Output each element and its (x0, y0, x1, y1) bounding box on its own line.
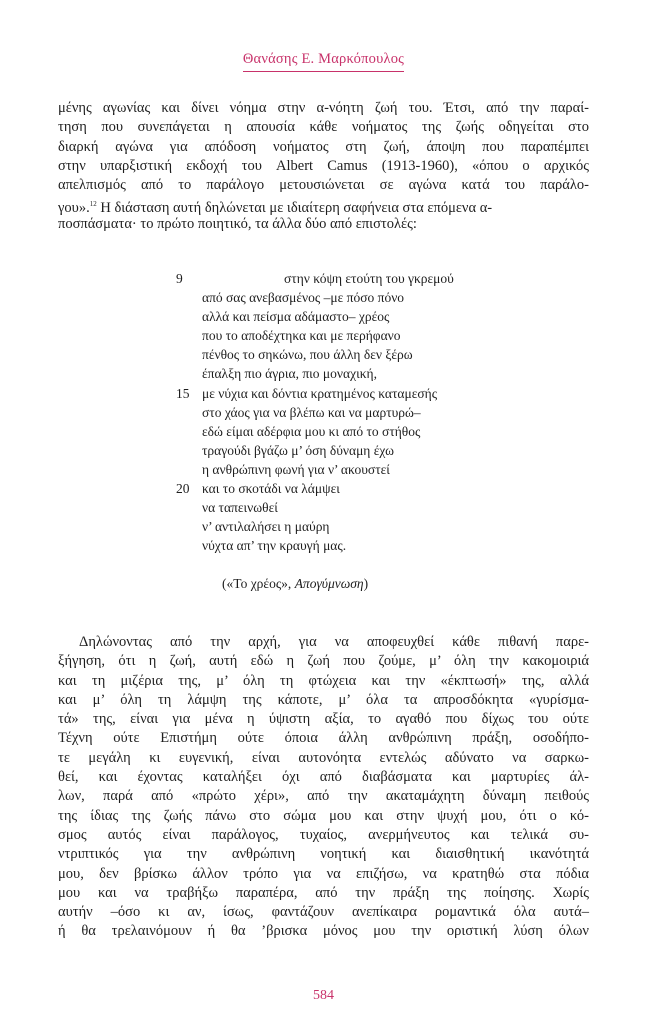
text-line: ή θα τρελαινόμουν ή θα ’βρισκα μόνος μου την οριστική λύση όλων (58, 923, 589, 940)
verse-text: και το σκοτάδι να λάμψει (202, 481, 340, 497)
citation-work-title: Απογύμνωση (294, 576, 364, 591)
text-line: τηση που συνεπάγεται η απουσία κάθε νοήματος της ζωής οδηγείται στο (58, 119, 589, 136)
text-line: στην υπαρξιστική εκδοχή του Albert Camus (1913-1960), «όπου ο αρχικός (58, 157, 589, 174)
text-line: αυτήν –όσο κι αν, ίσως, φαντάζουν ανεπίκαιρα ρομαντικά όλα αυτά– (58, 904, 589, 921)
line-number: 15 (176, 385, 190, 401)
running-header-text: Θανάσης Ε. Μαρκόπουλος (243, 51, 404, 72)
verse-text: τραγούδι βγάζω μ’ όση δύναμη έχω (202, 442, 394, 458)
text-line: θεί, και έχοντας καταλήξει όχι από διαβάσματα και μαρτυρίες άλ- (58, 769, 589, 786)
text-line: μου και να τραβήξω παραπέρα, από την πράξη της ποίησης. Χωρίς (58, 884, 589, 901)
line-number (176, 441, 202, 460)
poem-line (176, 517, 496, 536)
poem-line (176, 269, 496, 288)
poem-citation (222, 576, 368, 592)
text-line: σμος αυτός είναι παράλογος, τυχαίος, ανερμήνευτος και τελικά συ- (58, 826, 589, 843)
line-number (176, 307, 202, 326)
line-number (176, 364, 202, 383)
citation-close: ) (363, 576, 369, 591)
running-header (0, 50, 647, 72)
paragraph-2 (58, 633, 589, 942)
text-line: τε μεγάλη κι ευγενική, είναι αυτονόητα εντελώς αδύνατο να σαρκω- (58, 749, 589, 766)
verse-text: να ταπεινωθεί (202, 500, 278, 516)
poem-line (176, 536, 496, 555)
line-number (176, 288, 202, 307)
verse-text: έπαλξη πιο άγρια, πιο μοναχική, (202, 366, 377, 382)
poem-line (176, 460, 496, 479)
text-line: διαρκή αγώνα για απόδοση νοήματος στη ζωή, άποψη που παραπέμπει (58, 138, 589, 155)
line-number (176, 460, 202, 479)
text-line (58, 195, 589, 217)
poem-line (176, 422, 496, 441)
poem-line (176, 479, 496, 498)
verse-text: η ανθρώπινη φωνή για ν’ ακουστεί (202, 461, 390, 477)
text-line: λων, παρά από «πρώτο χέρι», από την ακαταμάχητη δύναμη πειθούς (58, 788, 589, 805)
verse-text: ν’ αντιλαλήσει η μαύρη (202, 519, 330, 535)
verse-text: εδώ είμαι αδέρφια μου κι από το στήθος (202, 423, 421, 439)
verse-text: νύχτα απ’ την κραυγή μας. (202, 538, 347, 554)
poem-line (176, 498, 496, 517)
text-line: Δηλώνοντας από την αρχή, για να αποφευχθεί κάθε πιθανή παρε- (79, 634, 589, 650)
text-line: και μ’ όλη τη λάμψη της κάποτε, μ’ όλα τα απροσδόκητα «γυρίσμα- (58, 691, 589, 708)
poem-line (176, 384, 496, 403)
line-number (176, 345, 202, 364)
text-line: τά» της, είναι για μένα η ύψιστη αξία, το αγαθό που δίχως του ούτε (58, 711, 589, 728)
text-line: της ίδιας της ζωής πάνω στο σώμα μου και στην ψυχή μου, ότι ο κό- (58, 807, 589, 824)
text-line: Τέχνη ούτε Επιστήμη ούτε όποια άλλη ανθρώπινη πράξη, οσοδήπο- (58, 730, 589, 747)
text-line: μου, δεν βρίσκω άλλον τρόπο για να επιζήσω, να κρατηθώ στα πόδια (58, 865, 589, 882)
text-line: ντριπτικός για την ανθρώπινη νοητική και διαισθητική ικανότητά (58, 846, 589, 863)
verse-text: πένθος το σηκώνω, που άλλη δεν ξέρω (202, 347, 413, 363)
poem-line (176, 441, 496, 460)
verse-text: στην κόψη ετούτη του γκρεμού (284, 271, 454, 286)
poem-line (176, 307, 496, 326)
text-fragment: Η διάσταση αυτή δηλώνεται με ιδιαίτερη σαφήνεια στα επόμενα α- (100, 200, 493, 217)
text-line: απελπισμός από το παράλογο μετουσιώνεται σε αγώνα κατά του παράλο- (58, 177, 589, 194)
line-number (176, 517, 202, 536)
footnote-reference[interactable]: 12 (89, 200, 97, 209)
poem-line (176, 345, 496, 364)
verse-text: από σας ανεβασμένος –με πόσο πόνο (202, 290, 405, 306)
paragraph-1 (58, 99, 589, 234)
text-fragment: γου». (58, 200, 90, 217)
citation-open: («Το χρέος», (222, 576, 295, 591)
verse-text: που το αποδέχτηκα και με περήφανο (202, 328, 401, 344)
text-line: ξήγηση, ότι η ζωή, αυτή εδώ η ζωή που ζούμε, μ’ όλη την κακομοιριά (58, 653, 589, 670)
line-number (176, 422, 202, 441)
text-line: ποσπάσματα· το πρώτο ποιητικό, τα άλλα δύο από επιστολές: (58, 215, 417, 232)
poem-line (176, 364, 496, 383)
poem-line (176, 288, 496, 307)
verse-text: στο χάος για να βλέπω και να μαρτυρώ– (202, 404, 421, 420)
text-line: και τη μιζέρια της, μ’ όλη τη φτώχεια και την «έκπτωσή» της, αλλά (58, 672, 589, 689)
line-number: 9 (176, 271, 183, 286)
line-number (176, 498, 202, 517)
text-line: μένης αγωνίας και δίνει νόημα στην α-νόητη ζωή του. Έτσι, από την παραί- (58, 100, 589, 116)
verse-text: με νύχια και δόντια κρατημένος καταμεσής (202, 385, 438, 401)
page-number: 584 (313, 988, 334, 1003)
poem-line (176, 403, 496, 422)
line-number: 20 (176, 481, 190, 497)
line-number (176, 403, 202, 422)
line-number (176, 536, 202, 555)
poem-line (176, 326, 496, 345)
verse-text: αλλά και πείσμα αδάμαστο– χρέος (202, 309, 390, 325)
poem-excerpt (176, 269, 496, 555)
line-number (176, 326, 202, 345)
